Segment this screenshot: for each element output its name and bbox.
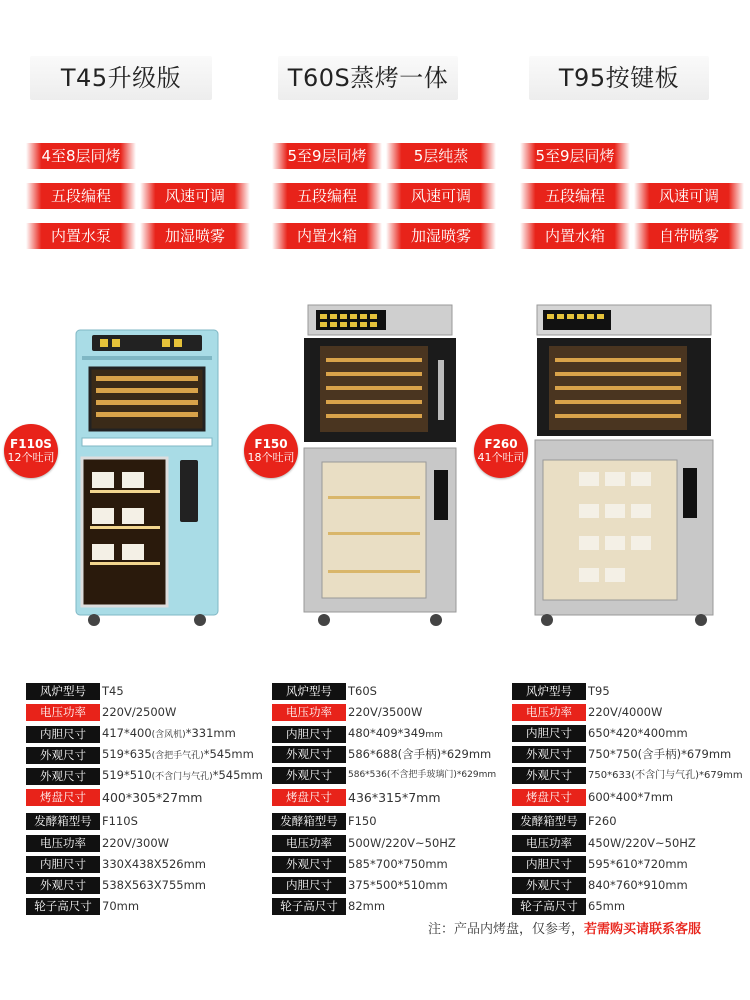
spec-value: T45 (102, 684, 124, 698)
spec-row (26, 746, 254, 765)
spec-row (512, 856, 688, 875)
product-title-t60s: T60S蒸烤一体 (278, 56, 458, 100)
spec-row (26, 877, 206, 896)
spec-row (272, 725, 443, 744)
feature-tag: 五段编程 (272, 183, 382, 209)
spec-label: 轮子高尺寸 (272, 898, 346, 915)
badge-count: 18个吐司 (247, 451, 295, 464)
spec-label: 风炉型号 (512, 683, 586, 700)
spec-label: 电压功率 (26, 835, 100, 852)
spec-value: F150 (348, 814, 377, 828)
t60s-oven-image (300, 300, 460, 630)
spec-value: 500W/220V~50HZ (348, 836, 456, 850)
spec-row (272, 704, 422, 723)
spec-row (512, 813, 617, 832)
spec-value: 519*635(含把手气孔)*545mm (102, 747, 254, 761)
spec-label: 轮子高尺寸 (512, 898, 586, 915)
spec-value: 70mm (102, 899, 140, 913)
spec-value: F260 (588, 814, 617, 828)
spec-label: 外观尺寸 (512, 746, 586, 763)
spec-label: 外观尺寸 (26, 877, 100, 894)
product-title-t45: T45升级版 (30, 56, 212, 100)
feature-tag: 4至8层同烤 (26, 143, 136, 169)
badge-model: F150 (254, 437, 288, 451)
spec-value: 585*700*750mm (348, 857, 448, 871)
spec-label: 电压功率 (272, 704, 346, 721)
spec-row (272, 767, 496, 786)
spec-row (512, 746, 731, 765)
spec-row (26, 789, 202, 808)
feature-tag: 五段编程 (26, 183, 136, 209)
t95-oven-image (533, 300, 715, 630)
spec-value: 220V/300W (102, 836, 170, 850)
spec-value: 436*315*7mm (348, 790, 441, 805)
spec-label: 外观尺寸 (26, 768, 100, 785)
capacity-badge (244, 424, 298, 478)
spec-value: 400*305*27mm (102, 790, 203, 805)
product-title-t95: T95按键板 (529, 56, 709, 100)
feature-tag: 5层纯蒸 (386, 143, 496, 169)
spec-row (512, 835, 696, 854)
feature-tag: 5至9层同烤 (520, 143, 630, 169)
t45-oven-image (72, 300, 222, 630)
feature-tag: 内置水泵 (26, 223, 136, 249)
spec-value: F110S (102, 814, 138, 828)
spec-value: 375*500*510mm (348, 878, 448, 892)
spec-label: 发酵箱型号 (26, 813, 100, 830)
spec-label: 外观尺寸 (272, 767, 346, 784)
spec-label: 外观尺寸 (512, 767, 586, 784)
spec-row (272, 898, 385, 917)
spec-value: 600*400*7mm (588, 790, 674, 804)
spec-value: 519*510(不含门与气孔)*545mm (102, 768, 263, 782)
spec-row (26, 835, 169, 854)
badge-model: F260 (484, 437, 518, 451)
spec-label: 内胆尺寸 (272, 726, 346, 743)
spec-label: 发酵箱型号 (512, 813, 586, 830)
feature-tag: 5至9层同烤 (272, 143, 382, 169)
spec-row (26, 704, 176, 723)
spec-value: 220V/3500W (348, 705, 423, 719)
spec-row (272, 746, 491, 765)
spec-row (26, 767, 263, 786)
spec-label: 电压功率 (512, 704, 586, 721)
footer-note (428, 918, 701, 937)
spec-row (26, 813, 138, 832)
badge-model: F110S (10, 437, 52, 451)
spec-row (272, 789, 441, 808)
spec-label: 内胆尺寸 (272, 877, 346, 894)
spec-label: 风炉型号 (272, 683, 346, 700)
feature-tag: 五段编程 (520, 183, 630, 209)
spec-value: 220V/4000W (588, 705, 663, 719)
spec-value: 840*760*910mm (588, 878, 688, 892)
spec-row (26, 683, 124, 702)
spec-value: 750*633(不含门与气孔)*679mm (588, 770, 743, 781)
spec-row (26, 898, 139, 917)
spec-value: 417*400(含风机)*331mm (102, 726, 236, 740)
spec-value: 586*536(不含把手玻璃门)*629mm (348, 770, 497, 780)
spec-label: 电压功率 (26, 704, 100, 721)
feature-tag: 风速可调 (140, 183, 250, 209)
feature-tag: 风速可调 (634, 183, 744, 209)
spec-label: 烤盘尺寸 (512, 789, 586, 806)
spec-label: 电压功率 (512, 835, 586, 852)
spec-label: 烤盘尺寸 (26, 789, 100, 806)
feature-tag: 加湿喷雾 (140, 223, 250, 249)
spec-value: 65mm (588, 899, 626, 913)
spec-value: 450W/220V~50HZ (588, 836, 696, 850)
spec-label: 外观尺寸 (272, 856, 346, 873)
spec-value: 586*688(含手柄)*629mm (348, 747, 492, 761)
spec-value: T95 (588, 684, 610, 698)
spec-value: 330X438X526mm (102, 857, 207, 871)
spec-label: 发酵箱型号 (272, 813, 346, 830)
spec-row (512, 789, 673, 808)
capacity-badge (474, 424, 528, 478)
capacity-badge (4, 424, 58, 478)
spec-row (272, 877, 448, 896)
spec-row (26, 856, 206, 875)
spec-label: 内胆尺寸 (26, 856, 100, 873)
spec-value: 650*420*400mm (588, 726, 688, 740)
spec-row (26, 725, 236, 744)
note-highlight: 若需购买请联系客服 (584, 922, 702, 937)
spec-value: 595*610*720mm (588, 857, 688, 871)
spec-value: 220V/2500W (102, 705, 177, 719)
spec-row (272, 835, 456, 854)
spec-value: 750*750(含手柄)*679mm (588, 747, 732, 761)
feature-tag: 自带喷雾 (634, 223, 744, 249)
spec-label: 外观尺寸 (26, 747, 100, 764)
feature-tag: 内置水箱 (520, 223, 630, 249)
spec-value: 480*409*349mm (348, 726, 443, 740)
feature-tag: 加湿喷雾 (386, 223, 496, 249)
spec-value: T60S (348, 684, 377, 698)
spec-label: 烤盘尺寸 (272, 789, 346, 806)
spec-row (272, 856, 448, 875)
spec-value: 82mm (348, 899, 386, 913)
spec-label: 内胆尺寸 (512, 856, 586, 873)
spec-row (272, 813, 377, 832)
spec-label: 电压功率 (272, 835, 346, 852)
badge-count: 12个吐司 (7, 451, 55, 464)
badge-count: 41个吐司 (477, 451, 525, 464)
spec-label: 内胆尺寸 (26, 726, 100, 743)
feature-tag: 风速可调 (386, 183, 496, 209)
spec-value: 538X563X755mm (102, 878, 207, 892)
feature-tag: 内置水箱 (272, 223, 382, 249)
spec-row (512, 725, 688, 744)
spec-row (512, 898, 625, 917)
spec-label: 外观尺寸 (272, 746, 346, 763)
spec-row (272, 683, 377, 702)
spec-row (512, 877, 688, 896)
spec-row (512, 683, 610, 702)
spec-label: 内胆尺寸 (512, 725, 586, 742)
spec-row (512, 767, 743, 786)
spec-row (512, 704, 662, 723)
spec-label: 轮子高尺寸 (26, 898, 100, 915)
spec-label: 外观尺寸 (512, 877, 586, 894)
note-prefix: 注：产品内烤盘，仅参考， (428, 922, 585, 937)
spec-label: 风炉型号 (26, 683, 100, 700)
